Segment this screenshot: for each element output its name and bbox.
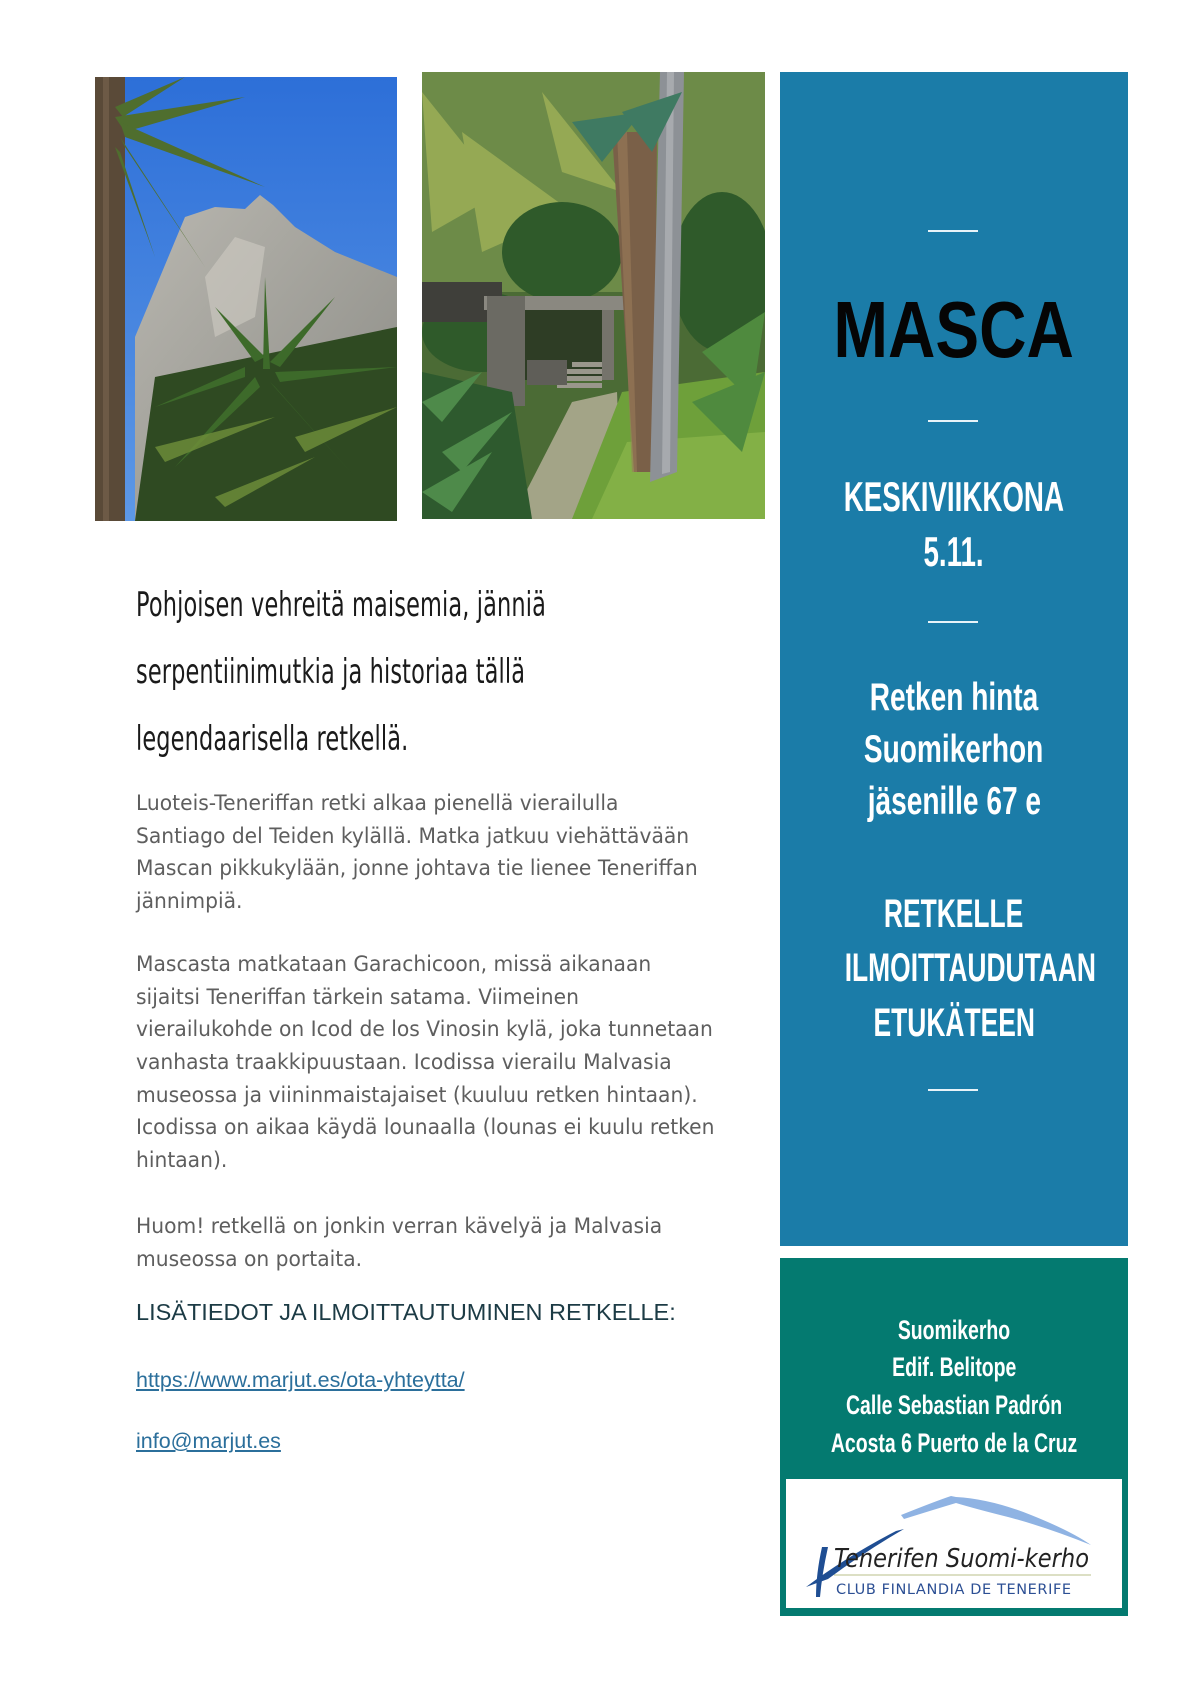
body-line: jännimpiä. [136, 889, 243, 913]
body-line: vanhasta traakkipuustaan. Icodissa vierailu Malvasia [136, 1050, 672, 1074]
body-line: hintaan). [136, 1148, 228, 1172]
event-date-text: 5.11. [923, 528, 985, 575]
event-date [780, 528, 1128, 576]
signup-line-text: ILMOITTAUDUTAAN [844, 946, 1096, 990]
photo-mountain-palms [95, 77, 397, 521]
price-line-text: jäsenille 67 e [867, 780, 1041, 823]
body-line: sijaitsi Teneriffan tärkein satama. Viimeinen [136, 985, 579, 1009]
price-line [780, 676, 1128, 720]
photo-garden-gate [422, 72, 765, 519]
signup-line [780, 946, 1128, 991]
club-logo-image [786, 1479, 1122, 1608]
body-line: museossa on portaita. [136, 1247, 363, 1271]
event-title [780, 284, 1128, 376]
body-line: Mascan pikkukylään, jonne johtava tie lienee Teneriffan [136, 856, 698, 880]
body-line: Icodissa on aikaa käydä lounaalla (lounas ei kuulu retken [136, 1115, 715, 1139]
website-link[interactable]: https://www.marjut.es/ota-yhteytta/ [136, 1368, 465, 1392]
venue-line [780, 1428, 1128, 1459]
logo-name-text: Tenerifen Suomi-kerho [834, 1544, 1089, 1574]
email-link[interactable]: info@marjut.es [136, 1429, 281, 1453]
headline-line: serpentiinimutkia ja historiaa tällä [136, 652, 526, 692]
venue-line-text: Acosta 6 Puerto de la Cruz [830, 1428, 1078, 1458]
divider [928, 420, 978, 422]
price-line-text: Suomikerhon [864, 728, 1044, 771]
body-line: Huom! retkellä on jonkin verran kävelyä ja Malvasia [136, 1214, 663, 1238]
price-line [780, 728, 1128, 772]
body-line: Santiago del Teiden kylällä. Matka jatkuu viehättävään [136, 824, 690, 848]
body-line: museossa ja viininmaistajaiset (kuuluu retken hintaan). [136, 1083, 698, 1107]
logo-subtitle-text: CLUB FINLANDIA DE TENERIFE [836, 1582, 1072, 1598]
contact-heading: LISÄTIEDOT JA ILMOITTAUTUMINEN RETKELLE: [136, 1299, 676, 1325]
signup-line [780, 1001, 1128, 1046]
headline-line: Pohjoisen vehreitä maisemia, jänniä [136, 585, 546, 625]
event-day [780, 473, 1128, 521]
body-line: Mascasta matkataan Garachicoon, missä aikanaan [136, 952, 652, 976]
price-line [780, 780, 1128, 824]
garden-gate-image [422, 72, 765, 519]
club-logo [786, 1479, 1122, 1608]
divider [928, 230, 978, 232]
event-info-panel [780, 72, 1128, 1246]
price-line-text: Retken hinta [869, 676, 1039, 719]
body-line: vierailukohde on Icod de los Vinosin kylä, joka tunnetaan [136, 1017, 713, 1041]
body-line: Luoteis-Teneriffan retki alkaa pienellä vierailulla [136, 791, 619, 815]
signup-line-text: ETUKÄTEEN [873, 1001, 1035, 1045]
venue-line [780, 1352, 1128, 1383]
divider [928, 1089, 978, 1091]
venue-line-text: Calle Sebastian Padrón [845, 1390, 1063, 1420]
event-title-text: MASCA [833, 285, 1075, 374]
mountain-palms-image [95, 77, 397, 521]
venue-line [780, 1390, 1128, 1421]
venue-line-text: Edif. Belitope [891, 1352, 1017, 1382]
signup-line [780, 892, 1128, 937]
venue-line-text: Suomikerho [897, 1315, 1011, 1345]
divider [928, 621, 978, 623]
venue-line [780, 1315, 1128, 1346]
signup-line-text: RETKELLE [884, 892, 1024, 936]
venue-panel [780, 1258, 1128, 1616]
headline-line: legendaarisella retkellä. [136, 719, 409, 759]
event-day-text: KESKIVIIKKONA [843, 473, 1065, 520]
